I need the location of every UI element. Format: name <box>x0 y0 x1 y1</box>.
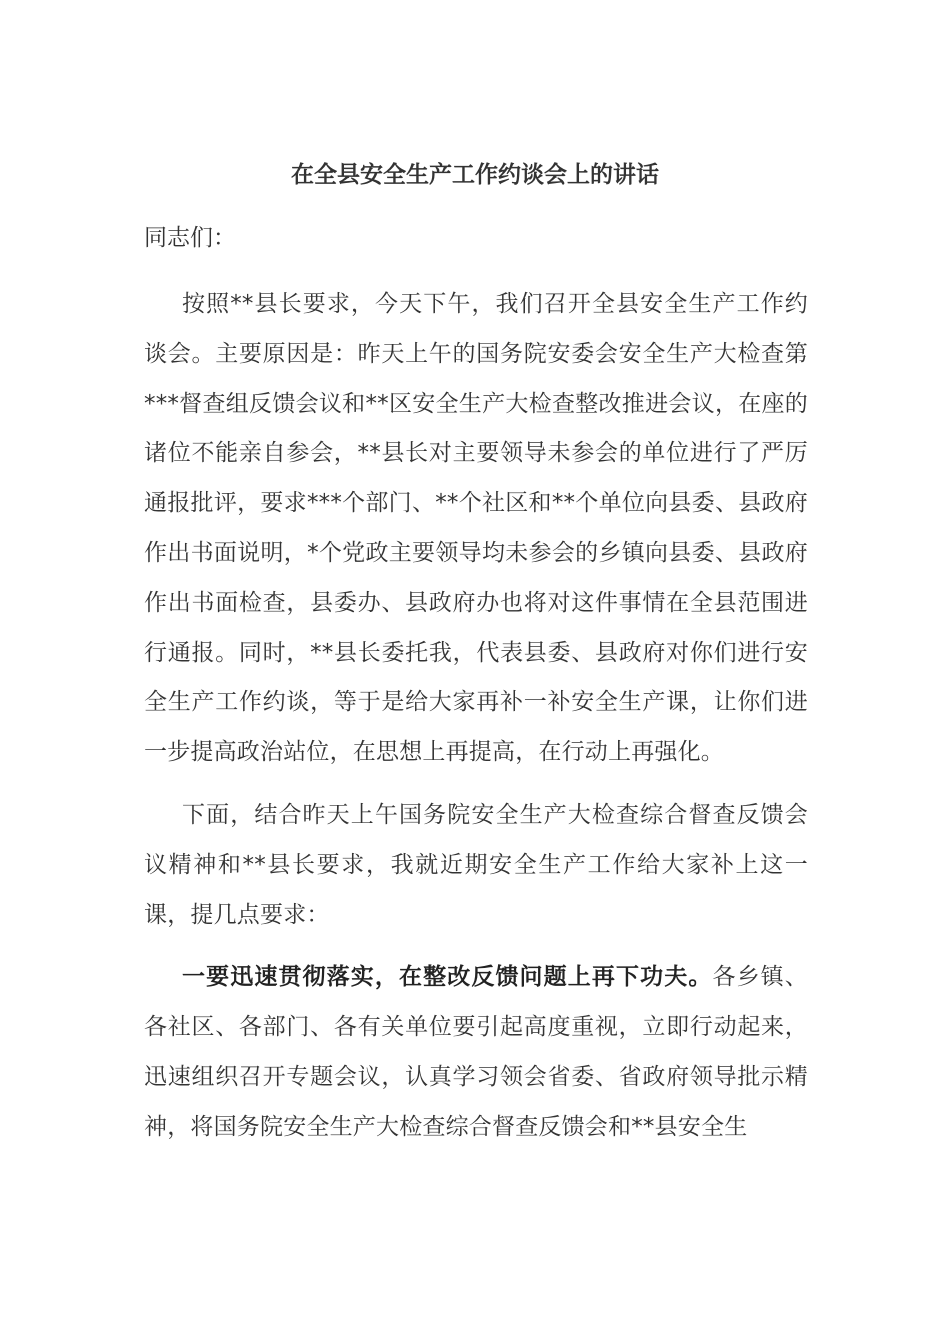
paragraph-text: 各乡镇、各社区、各部门、各有关单位要引起高度重视，立即行动起来，迅速组织召开专题会议，认真学习领会省委、省政府领导批示精神，将国务院安全生产大检查综合督查反馈会和**县安全生 <box>144 964 808 1140</box>
paragraph-text: 按照**县长要求，今天下午，我们召开全县安全生产工作约谈会。主要原因是：昨天上午的国务院安委会安全生产大检查第***督查组反馈会议和**区安全生产大检查整改推进会议，在座的诸位不能亲自参会，**县长对主要领导未参会的单位进行了严厉通报批评，要求***个部门、**个社区和**个单位向县委、县政府作出书面说明，*个党政主要领导均未参会的乡镇向县委、县政府作出书面检查，县委办、县政府办也将对这件事情在全县范围进行通报。同时，**县长委托我，代表县委、县政府对你们进行安全生产工作约谈，等于是给大家再补一补安全生产课，让你们进一步提高政治站位，在思想上再提高，在行动上再强化。 <box>144 291 808 766</box>
paragraph-3 <box>144 953 808 1152</box>
document-body <box>144 222 808 1166</box>
document-title: 在全县安全生产工作约谈会上的讲话 <box>291 162 659 188</box>
salutation: 同志们： <box>144 225 236 251</box>
paragraph-lead-heading: 一要迅速贯彻落实，在整改反馈问题上再下功夫。 <box>182 964 713 991</box>
paragraph-1 <box>144 280 808 778</box>
paragraph-2 <box>144 791 808 940</box>
paragraph-text: 下面，结合昨天上午国务院安全生产大检查综合督查反馈会议精神和**县长要求，我就近期安全生产工作给大家补上这一课，提几点要求： <box>144 801 808 928</box>
